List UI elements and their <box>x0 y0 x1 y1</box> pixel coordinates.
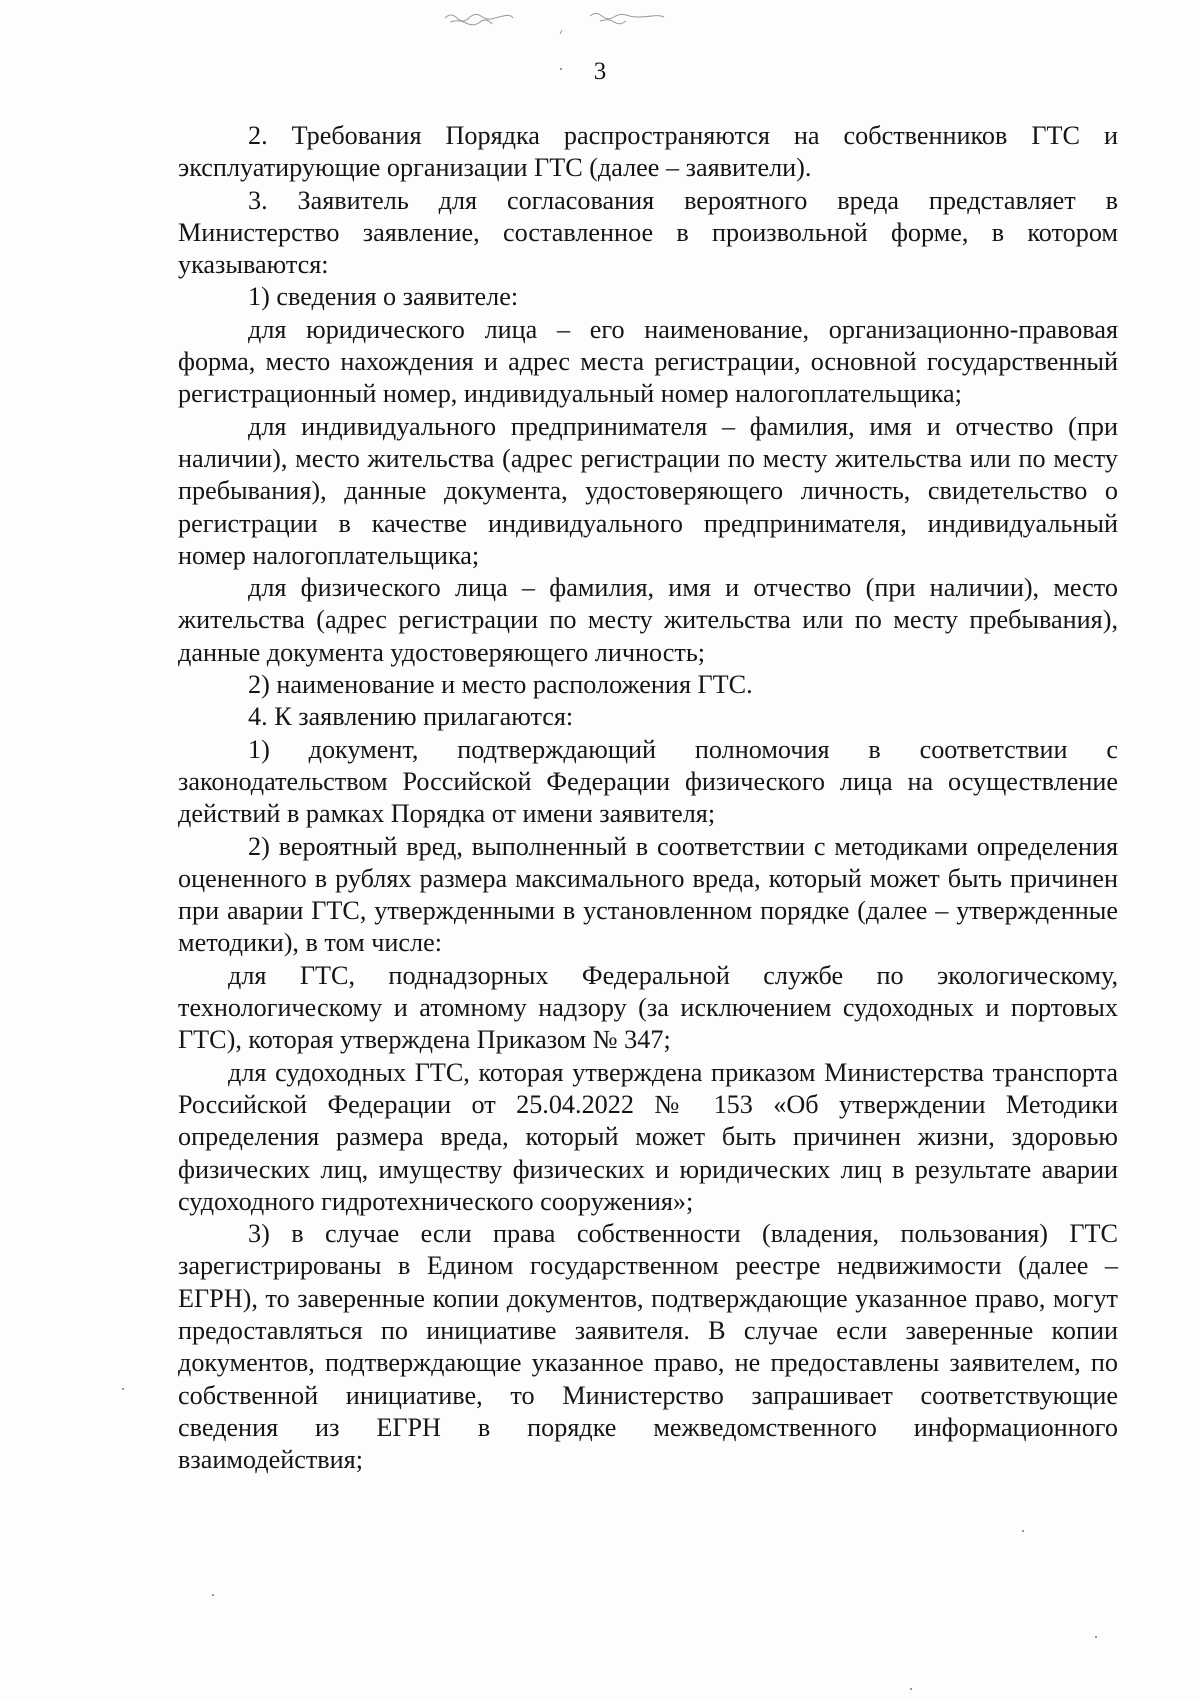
page-number: 3 <box>593 58 607 85</box>
document-body <box>178 120 1118 1476</box>
paragraph-supervised-gts: для ГТС, поднадзорных Федеральной службе по экологическому, технологическому и атомному надзору (за исключением судоходных и портовых ГТС), которая утверждена Приказом № 347; <box>178 960 1118 1055</box>
paragraph-3: 3. Заявитель для согласования вероятного вреда представляет в Министерство заявление, составленное в произвольной форме, в котором указываются: <box>178 185 1118 280</box>
paragraph-natural-person: для физического лица – фамилия, имя и отчество (при наличии), место жительства (адрес регистрации по месту жительства или по месту пребывания), данные документа удостоверяющего личность; <box>178 573 1118 667</box>
paragraph-2: 2. Требования Порядка распространяются на собственников ГТС и эксплуатирующие организации ГТС (далее – заявители). <box>178 121 1118 183</box>
paragraph-4-item-3: 3) в случае если права собственности (владения, пользования) ГТС зарегистрированы в Едином государственном реестре недвижимости (далее – ЕГРН), то заверенные копии документов, подтверждающие указанное право, могут предоставляться по инициативе заявителя. В случае если заверенные копии документов, подтверждающие указанное право, не предоставлены заявителем, по собственной инициативе, то Министерство запрашивает соответствующие сведения из ЕГРН в порядке межведомственного информационного взаимодействия; <box>178 1219 1118 1475</box>
scan-artifact-mark <box>440 6 710 40</box>
paragraph-legal-entity: для юридического лица – его наименование, организационно-правовая форма, место нахождения и адрес места регистрации, основной государственный регистрационный номер, индивидуальный номер налогоплательщика; <box>178 314 1118 409</box>
scan-speck <box>122 1388 124 1390</box>
scan-speck <box>1022 1530 1024 1532</box>
paragraph-individual-entrepreneur: для индивидуального предпринимателя – фамилия, имя и отчество (при наличии), место жительства (адрес регистрации по месту жительства или по месту пребывания), данные документа, удостоверяющего личность, свидетельство о регистрации в качестве индивидуального предпринимателя, индивидуальный номер налогоплательщика; <box>178 411 1118 570</box>
scan-speck <box>212 1594 214 1596</box>
scan-speck <box>560 68 562 70</box>
paragraph-4-item-2: 2) вероятный вред, выполненный в соответствии с методиками определения оцененного в рублях размера максимального вреда, который может быть причинен при аварии ГТС, утвержденными в установленном порядке (далее – утвержденные методики), в том числе: <box>178 831 1118 958</box>
paragraph-4: 4. К заявлению прилагаются: <box>248 702 574 732</box>
paragraph-4-item-1: 1) документ, подтверждающий полномочия в соответствии с законодательством Российской Федерации физического лица на осуществление действий в рамках Порядка от имени заявителя; <box>178 734 1118 829</box>
scan-speck <box>910 1688 912 1690</box>
scan-speck <box>1095 1636 1097 1638</box>
paragraph-3-item-1: 1) сведения о заявителе: <box>248 282 519 312</box>
paragraph-3-item-2: 2) наименование и место расположения ГТС. <box>248 670 753 700</box>
paragraph-navigable-gts: для судоходных ГТС, которая утверждена приказом Министерства транспорта Российской Федерации от 25.04.2022 № 153 «Об утверждении Методики определения размера вреда, который может быть причинен жизни, здоровью физических лиц, имуществу физических и юридических лиц в результате аварии судоходного гидротехнического сооружения»; <box>178 1057 1118 1216</box>
